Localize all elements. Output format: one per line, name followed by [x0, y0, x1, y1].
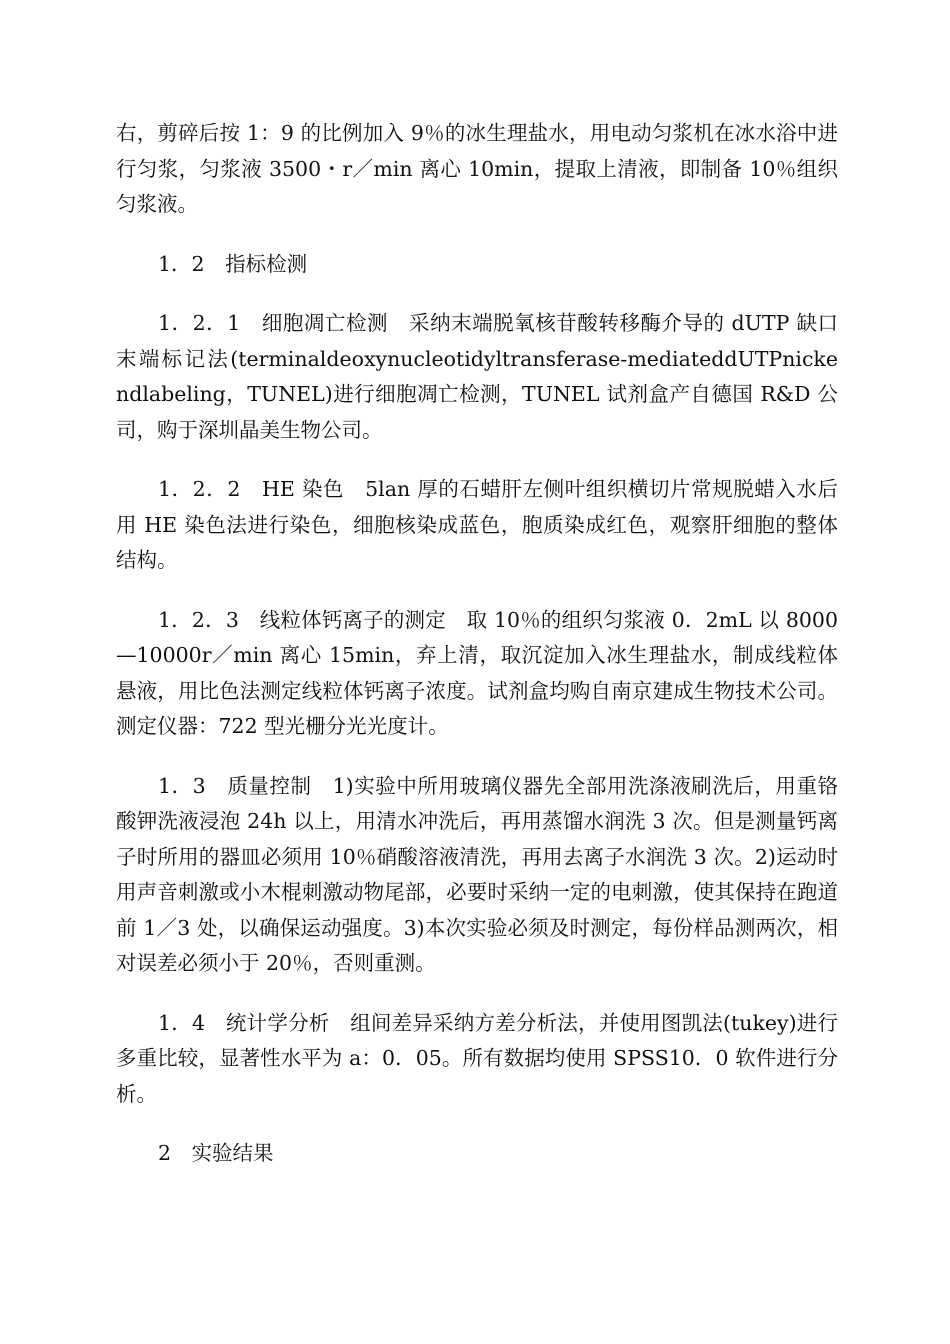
paragraph-1-4: 1．4 统计学分析 组间差异采纳方差分析法，并使用图凯法(tukey)进行多重比较，显著性水平为 a：0．05。所有数据均使用 SPSS10．0 软件进行分析。: [116, 1010, 838, 1106]
paragraph-continuation: 右，剪碎后按 1：9 的比例加入 9％的冰生理盐水，用电动匀浆机在冰水浴中进行匀浆，匀浆液 3500・r／min 离心 10min，提取上清液，即制备 10％组织匀浆液。: [116, 121, 838, 216]
section-heading-2: 2 实验结果: [158, 1141, 274, 1165]
document-page: [116, 116, 838, 1172]
paragraph-1-2-1: 1．2．1 细胞凋亡检测 采纳末端脱氧核苷酸转移酶介导的 dUTP 缺口末端标记法(terminaldeoxynucleotidyltransferase-mediateddUTPnickendlabeling，TUNEL)进行细胞凋亡检测，TUNEL 试剂盒产自德国 R&D 公司，购于深圳晶美生物公司。: [116, 311, 838, 442]
paragraph-1-3: 1．3 质量控制 1)实验中所用玻璃仪器先全部用洗涤液刷洗后，用重铬酸钾洗液浸泡 24h 以上，用清水冲洗后，再用蒸馏水润洗 3 次。但是测量钙离子时所用的器皿必须用 10％硝酸溶液清洗，再用去离子水润洗 3 次。2)运动时用声音刺激或小木棍刺激动物尾部，必要时采纳一定的电刺激，使其保持在跑道前 1／3 处，以确保运动强度。3)本次实验必须及时测定，每份样品测两次，相对误差必须小于 20％，否则重测。: [116, 773, 838, 975]
section-heading-1-2: 1．2 指标检测: [158, 251, 308, 276]
paragraph-1-2-2: 1．2．2 HE 染色 5lan 厚的石蜡肝左侧叶组织横切片常规脱蜡入水后用 HE 染色法进行染色，细胞核染成蓝色，胞质染成红色，观察肝细胞的整体结构。: [116, 477, 838, 572]
paragraph-1-2-3: 1．2．3 线粒体钙离子的测定 取 10％的组织匀浆液 0．2mL 以 8000—10000r／min 离心 15min，弃上清，取沉淀加入冰生理盐水，制成线粒体悬液，用比色法测定线粒体钙离子浓度。试剂盒均购自南京建成生物技术公司。测定仪器：722 型光栅分光光度计。: [116, 607, 838, 738]
